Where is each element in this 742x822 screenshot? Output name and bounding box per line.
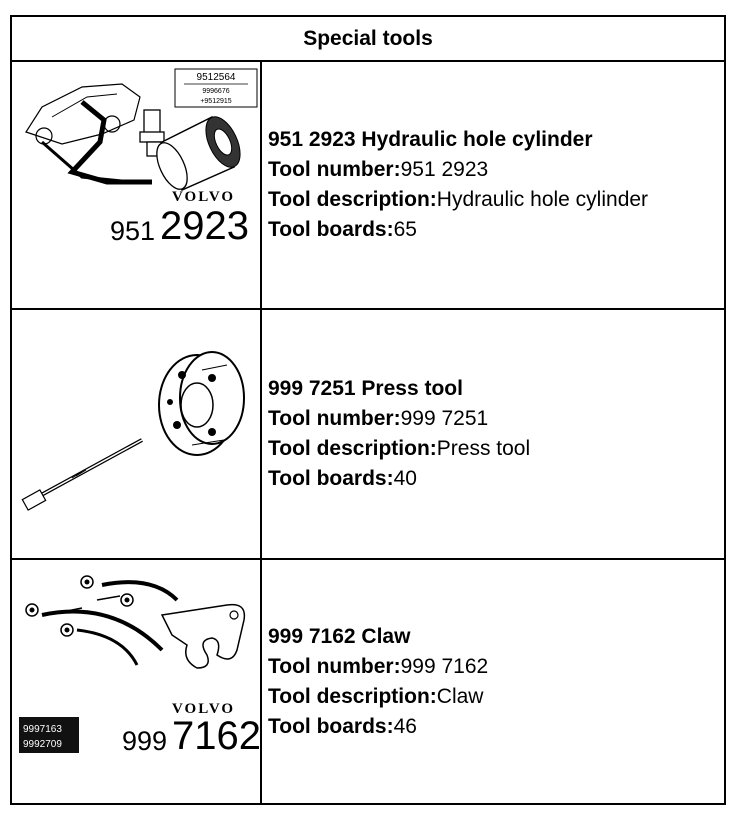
tool-boards-label: Tool boards:: [268, 218, 394, 241]
brand-logo: VOLVO: [172, 701, 236, 717]
tool-row-9997251: [12, 310, 724, 560]
tool-boards-value: 40: [393, 467, 417, 490]
tool-title: 999 7251 Press tool: [268, 377, 463, 400]
tool-title: 999 7162 Claw: [268, 624, 411, 648]
tool-boards-line: [268, 712, 724, 742]
ref-code-1: 9512564: [196, 72, 236, 83]
tool-description-label: Tool description:: [268, 437, 437, 460]
tool-info: [262, 560, 724, 803]
tool-description-label: Tool description:: [268, 188, 437, 211]
hydraulic-cylinder-illustration: [12, 62, 260, 308]
tool-title: 951 2923 Hydraulic hole cylinder: [268, 128, 593, 151]
tool-boards-value: 65: [393, 218, 417, 241]
table-header: Special tools: [12, 17, 724, 62]
tool-number-value: 951 2923: [400, 158, 489, 181]
ref-code-3: +9512915: [200, 98, 232, 105]
tool-image-cell: [12, 560, 262, 803]
tool-description-value: Hydraulic hole cylinder: [436, 188, 649, 211]
tool-boards-label: Tool boards:: [268, 714, 394, 738]
ref-code-1: 9997163: [23, 724, 62, 735]
tool-description-line: [268, 434, 724, 464]
brand-logo: VOLVO: [172, 189, 236, 205]
tool-boards-line: [268, 464, 724, 494]
special-tools-table: [10, 15, 726, 805]
claw-illustration: [12, 560, 260, 803]
tool-info: [262, 310, 724, 558]
tool-number-line: [268, 155, 724, 185]
tool-row-9512923: [12, 62, 724, 310]
tool-number-label: Tool number:: [268, 407, 401, 430]
tool-number-label: Tool number:: [268, 158, 401, 181]
tool-description-value: Claw: [436, 684, 484, 708]
press-tool-illustration: [12, 310, 260, 558]
tool-description-value: Press tool: [436, 437, 531, 460]
tool-description-label: Tool description:: [268, 684, 437, 708]
tool-row-9997162: [12, 560, 724, 803]
tool-number-value: 999 7162: [400, 654, 489, 678]
part-code-large: 2923: [160, 204, 249, 248]
tool-boards-line: [268, 215, 724, 245]
tool-boards-value: 46: [393, 714, 417, 738]
tool-number-value: 999 7251: [400, 407, 489, 430]
tool-boards-label: Tool boards:: [268, 467, 394, 490]
tool-image-cell: [12, 310, 262, 558]
tool-number-label: Tool number:: [268, 654, 401, 678]
tool-number-line: [268, 404, 724, 434]
tool-description-line: [268, 185, 724, 215]
ref-code-2: 9996676: [202, 88, 230, 95]
part-code-small: 999: [122, 726, 168, 756]
tool-info: [262, 62, 724, 308]
tool-description-line: [268, 682, 724, 712]
part-code-small: 951: [110, 216, 156, 246]
tool-number-line: [268, 652, 724, 682]
tool-image-cell: [12, 62, 262, 308]
ref-code-2: 9992709: [23, 739, 62, 750]
part-code-large: 7162: [172, 714, 261, 758]
